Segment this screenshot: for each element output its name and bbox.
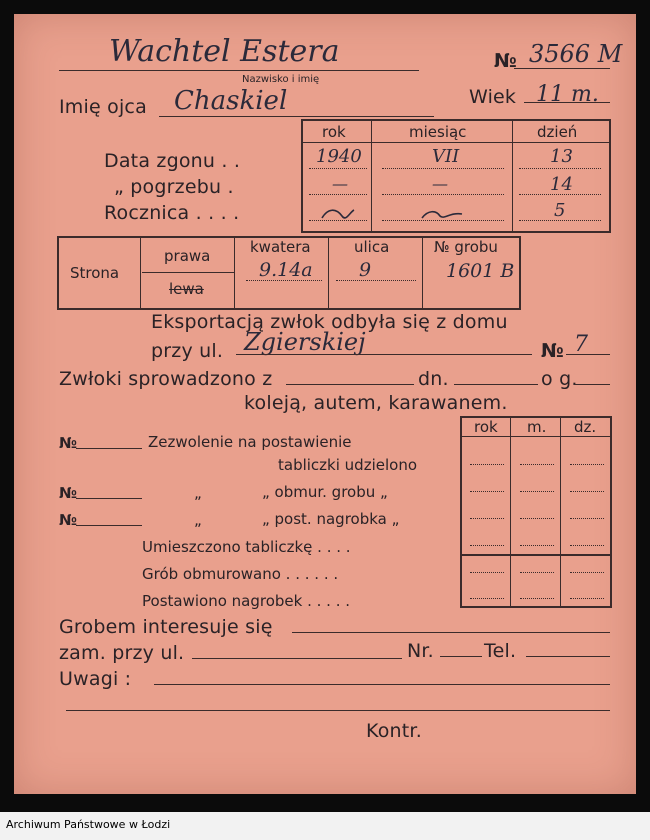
ulica-handwritten: 9 [359,259,372,281]
permits-dotline [570,572,604,573]
permits-dotline [570,545,604,546]
ditto-mark: „ [194,484,202,502]
date-dotline [309,168,367,169]
anniversary-day: 5 [554,200,566,221]
grave-col-divider [422,238,423,308]
og-label: o g. [541,368,578,390]
permits-dotline [570,598,604,599]
lewa-label: lewa [169,280,204,298]
permits-col-dz: dz. [574,418,597,436]
permits-dotline [470,464,504,465]
archive-label: Archiwum Państwowe w Łodzi [6,818,171,831]
ditto-mark-2: „ [194,511,202,529]
death-date-label: Data zgonu . . [104,150,241,172]
father-handwritten: Chaskiel [174,86,288,116]
anniversary-scribble [314,202,494,224]
strona-label: Strona [70,264,120,282]
post-nagrobka-label: „ post. nagrobka „ [262,510,400,528]
death-day: 13 [550,146,573,167]
kwatera-handwritten: 9.14a [259,259,313,281]
grave-col-divider [328,238,329,308]
burial-day: 14 [550,174,573,195]
dn-label: dn. [418,368,449,390]
permits-col-divider [510,418,511,606]
permits-dotline [570,491,604,492]
permits-dotline [520,545,554,546]
permits-dotline [520,572,554,573]
obmurowano-label: Grób obmurowano . . . . . . [142,565,339,583]
zwloki-label: Zwłoki sprowadzono z [59,368,273,390]
przy-ul-label: przy ul. [151,340,224,362]
obmur-grobu-label: „ obmur. grobu „ [262,483,388,501]
burial-record-card [14,14,636,794]
permit-no-label-2: № [59,484,78,502]
anniversary-label: Rocznica . . . . [104,202,240,224]
grave-col-divider [140,238,141,308]
date-dotline [309,194,367,195]
permits-dotline [520,518,554,519]
prawa-label: prawa [164,247,211,265]
permits-dotline [470,598,504,599]
permits-dotline [470,518,504,519]
permit-no-line [76,448,142,449]
permit-no-label-3: № [59,511,78,529]
postawiono-label: Postawiono nagrobek . . . . . [142,592,350,610]
grave-side-divider [142,272,234,273]
nr-line [440,656,482,657]
surname-caption: Nazwisko i imię [242,74,320,85]
umieszczono-label: Umieszczono tabliczkę . . . . [142,538,351,556]
dates-header-divider [303,142,609,143]
burial-month: — [432,174,448,193]
kwatera-label: kwatera [250,238,311,256]
house-no-line [566,354,610,355]
burial-date-label: „ pogrzebu . [114,176,234,198]
permit-no-line-2 [76,498,142,499]
tabliczki-label: tabliczki udzielono [278,456,417,474]
record-no-label: № [494,50,518,72]
tel-line [526,656,610,657]
date-dotline [519,220,601,221]
surname-handwritten: Wachtel Estera [109,34,340,69]
grobu-handwritten: 1601 B [446,260,515,282]
age-handwritten: 11 m. [536,82,599,107]
permits-dotline [520,598,554,599]
transport-label: koleją, autem, karawanem. [244,392,508,414]
dn-line [454,384,538,385]
uwagi-line [154,684,610,685]
surname-line [59,70,419,71]
grave-dotline [246,280,322,281]
record-no-line [514,68,610,69]
father-line [159,116,434,117]
permits-dates-table [460,416,612,608]
grave-col-divider [234,238,235,308]
export-line: Eksportacją zwłok odbyła się z domu [151,311,508,333]
record-no-handwritten: 3566 M [529,40,623,68]
permits-dotline [520,464,554,465]
uwagi-label: Uwagi : [59,668,132,690]
permit-no-line-3 [76,525,142,526]
father-label: Imię ojca [59,96,147,118]
zam-label: zam. przy ul. [59,642,185,664]
house-no-label: № [541,340,565,362]
col-dzien: dzień [537,123,578,141]
ulica-label: ulica [354,238,390,256]
permits-dotline [520,491,554,492]
permits-col-m: m. [527,418,547,436]
age-label: Wiek [469,86,517,108]
date-dotline [519,168,601,169]
zam-line [192,658,402,659]
grobem-line [292,632,610,633]
age-line [524,102,610,103]
og-line [574,384,610,385]
death-year: 1940 [316,146,362,167]
permits-mid-divider [462,554,610,556]
burial-year: — [332,174,348,193]
permits-dotline [470,491,504,492]
street-line [236,354,532,355]
nr-label: Nr. [407,640,434,662]
date-dotline [382,168,504,169]
zwloki-line [286,384,414,385]
dates-col-divider [512,121,513,231]
col-miesiac: miesiąc [409,123,467,141]
grave-dotline [336,280,416,281]
permits-dotline [470,572,504,573]
tel-label: Tel. [484,640,517,662]
permits-header-divider [462,436,610,437]
permits-dotline [470,545,504,546]
zezwolenie-label: Zezwolenie na postawienie [148,433,352,451]
death-month: VII [432,146,460,167]
grobem-label: Grobem interesuje się [59,616,273,638]
col-rok: rok [322,123,346,141]
grobu-label: № grobu [434,238,498,256]
kontr-label: Kontr. [366,720,422,742]
uwagi-line-2 [66,710,610,711]
permits-dotline [570,518,604,519]
permits-col-divider [560,418,561,606]
house-no-handwritten: 7 [574,332,588,357]
date-dotline [519,194,601,195]
permits-col-rok: rok [474,418,498,436]
permits-dotline [570,464,604,465]
street-handwritten: Zgierskiej [244,328,366,356]
permit-no-label: № [59,434,78,452]
date-dotline [382,194,504,195]
